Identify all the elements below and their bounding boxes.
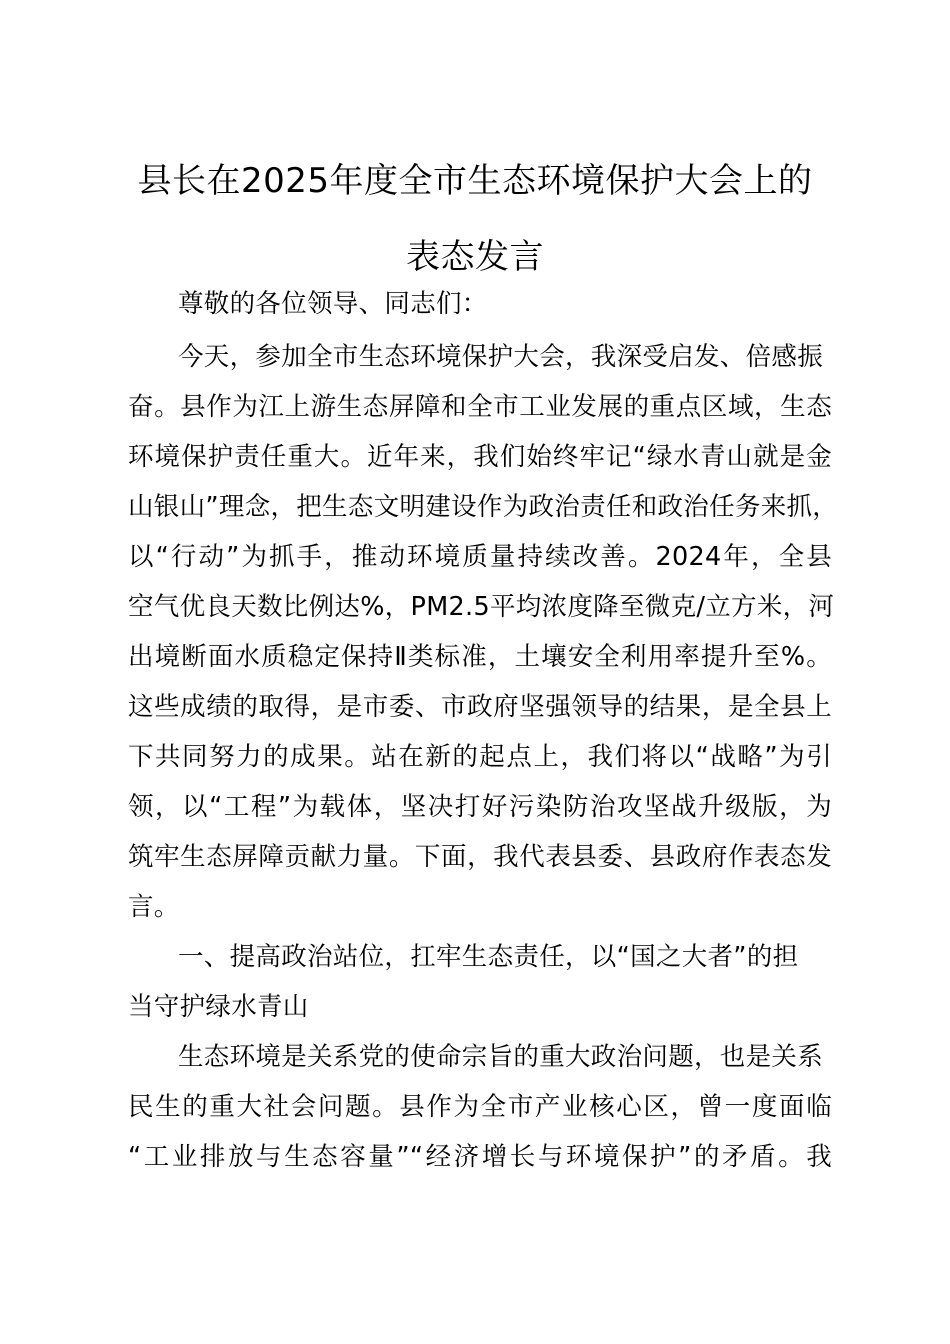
section-heading-line-1: 一、提高政治站位，扛牢生态责任，以“国之大者”的担 <box>178 942 799 972</box>
body-line: 这些成绩的取得，是市委、市政府坚强领导的结果，是全县上 <box>128 692 832 722</box>
body-line: 以“行动”为抓手，推动环境质量持续改善。2024年，全县 <box>128 542 832 572</box>
body-line: 空气优良天数比例达%，PM2.5平均浓度降至微克/立方米，河 <box>128 592 835 622</box>
document-title-line-2: 表态发言 <box>406 237 544 277</box>
body-line: 山银山”理念，把生态文明建设作为政治责任和政治任务来抓， <box>128 492 839 522</box>
body-line: 言。 <box>128 892 180 922</box>
document-title-line-1: 县长在2025年度全市生态环境保护大会上的 <box>137 161 813 201</box>
section-heading-line-2: 当守护绿水青山 <box>128 992 309 1022</box>
body-line: 出境断面水质稳定保持Ⅱ类标准，土壤安全利用率提升至%。 <box>128 642 832 672</box>
body-line: 领，以“工程”为载体，坚决打好污染防治攻坚战升级版，为 <box>128 792 832 822</box>
body-line: 环境保护责任重大。近年来，我们始终牢记“绿水青山就是金 <box>128 442 832 472</box>
body-line: 筑牢生态屏障贡献力量。下面，我代表县委、县政府作表态发 <box>128 842 832 872</box>
body-line: 今天，参加全市生态环境保护大会，我深受启发、倍感振 <box>178 342 824 372</box>
body-line: 下共同努力的成果。站在新的起点上，我们将以“战略”为引 <box>128 742 832 772</box>
section-body-line: “工业排放与生态容量”“经济增长与环境保护”的矛盾。我 <box>128 1142 832 1172</box>
salutation: 尊敬的各位领导、同志们： <box>178 289 488 319</box>
body-line: 奋。县作为江上游生态屏障和全市工业发展的重点区域，生态 <box>128 392 832 422</box>
section-body-line: 民生的重大社会问题。县作为全市产业核心区，曾一度面临 <box>128 1092 832 1122</box>
section-body-line: 生态环境是关系党的使命宗旨的重大政治问题，也是关系 <box>178 1042 824 1072</box>
